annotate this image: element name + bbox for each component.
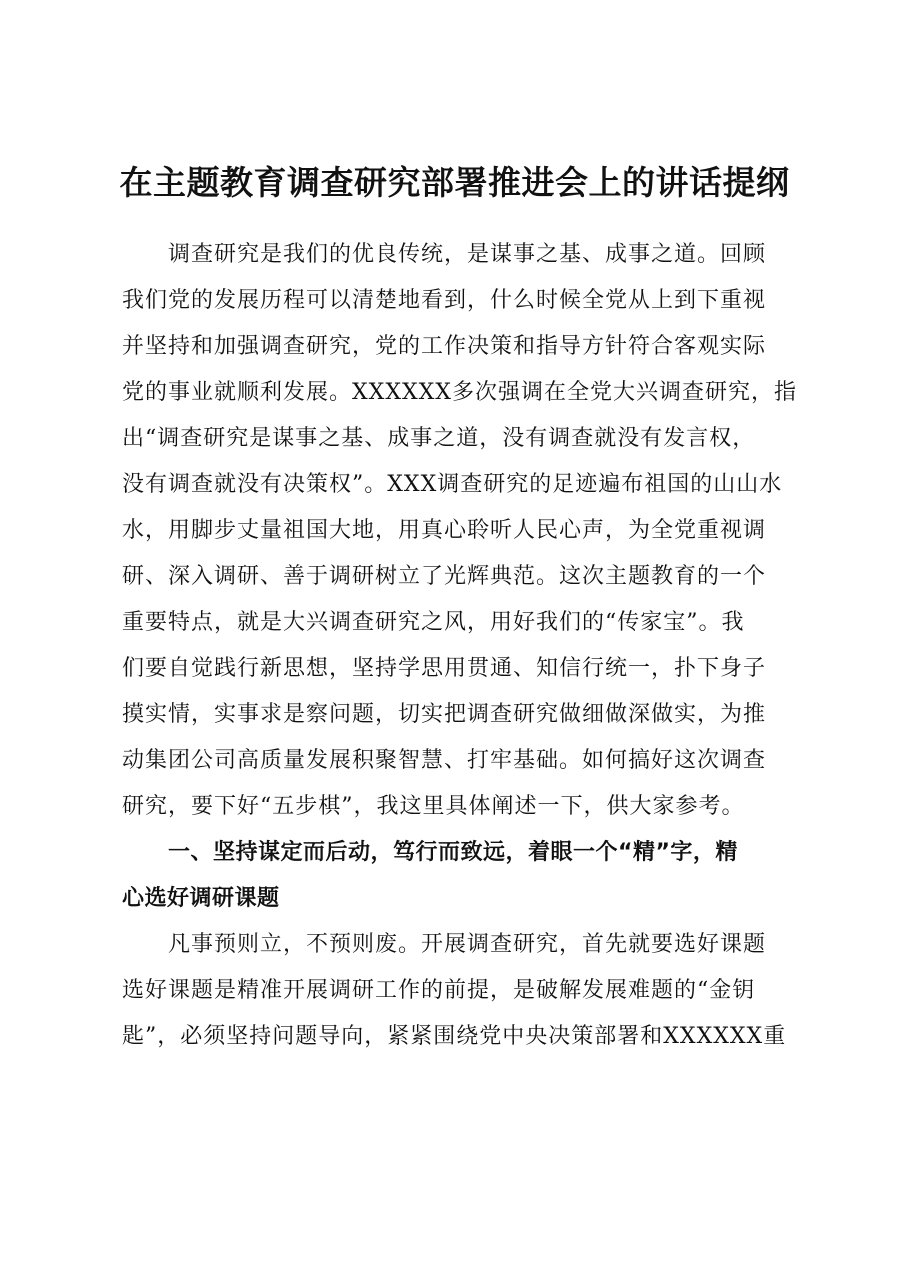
paragraph-line: 出“调查研究是谋事之基、成事之道，没有调查就没有发言权， [122, 426, 756, 451]
paragraph-line: 动集团公司高质量发展积聚智慧、打牢基础。如何搞好这次调查 [122, 748, 767, 773]
paragraph-section-1 [122, 922, 812, 1060]
document-title: 在主题教育调查研究部署推进会上的讲话提纲 [119, 163, 790, 202]
paragraph-line: 没有调查就没有决策权”。XXX调查研究的足迹遍布祖国的山山水 [122, 472, 783, 497]
paragraph-line: 我们党的发展历程可以清楚地看到，什么时候全党从上到下重视 [122, 288, 767, 313]
paragraph-line: 并坚持和加强调查研究，党的工作决策和指导方针符合客观实际 [122, 334, 767, 359]
heading-line: 心选好调研课题 [122, 886, 280, 911]
paragraph-line: 研究，要下好“五步棋”，我这里具体阐述一下，供大家参考。 [122, 794, 745, 819]
paragraph-line: 凡事预则立，不预则废。开展调查研究，首先就要选好课题 [168, 932, 767, 957]
paragraph-line: 摸实情，实事求是察问题，切实把调查研究做细做深做实，为推 [122, 702, 767, 727]
paragraph-intro [122, 232, 812, 830]
paragraph-line: 调查研究是我们的优良传统，是谋事之基、成事之道。回顾 [168, 242, 767, 267]
section-heading-1 [122, 830, 812, 922]
paragraph-line: 选好课题是精准开展调研工作的前提，是破解发展难题的“金钥 [122, 978, 756, 1003]
paragraph-line: 党的事业就顺利发展。XXXXXX多次强调在全党大兴调查研究，指 [122, 380, 797, 405]
paragraph-line: 们要自觉践行新思想，坚持学思用贯通、知信行统一，扑下身子 [122, 656, 767, 681]
paragraph-line: 重要特点，就是大兴调查研究之风，用好我们的“传家宝”。我 [122, 610, 745, 635]
paragraph-line: 研、深入调研、善于调研树立了光辉典范。这次主题教育的一个 [122, 564, 767, 589]
paragraph-line: 匙”，必须坚持问题导向，紧紧围绕党中央决策部署和XXXXXX重 [122, 1024, 787, 1049]
paragraph-line: 水，用脚步丈量祖国大地，用真心聆听人民心声，为全党重视调 [122, 518, 767, 543]
heading-line: 一、坚持谋定而后动，笃行而致远，着眼一个“精”字，精 [168, 840, 738, 865]
